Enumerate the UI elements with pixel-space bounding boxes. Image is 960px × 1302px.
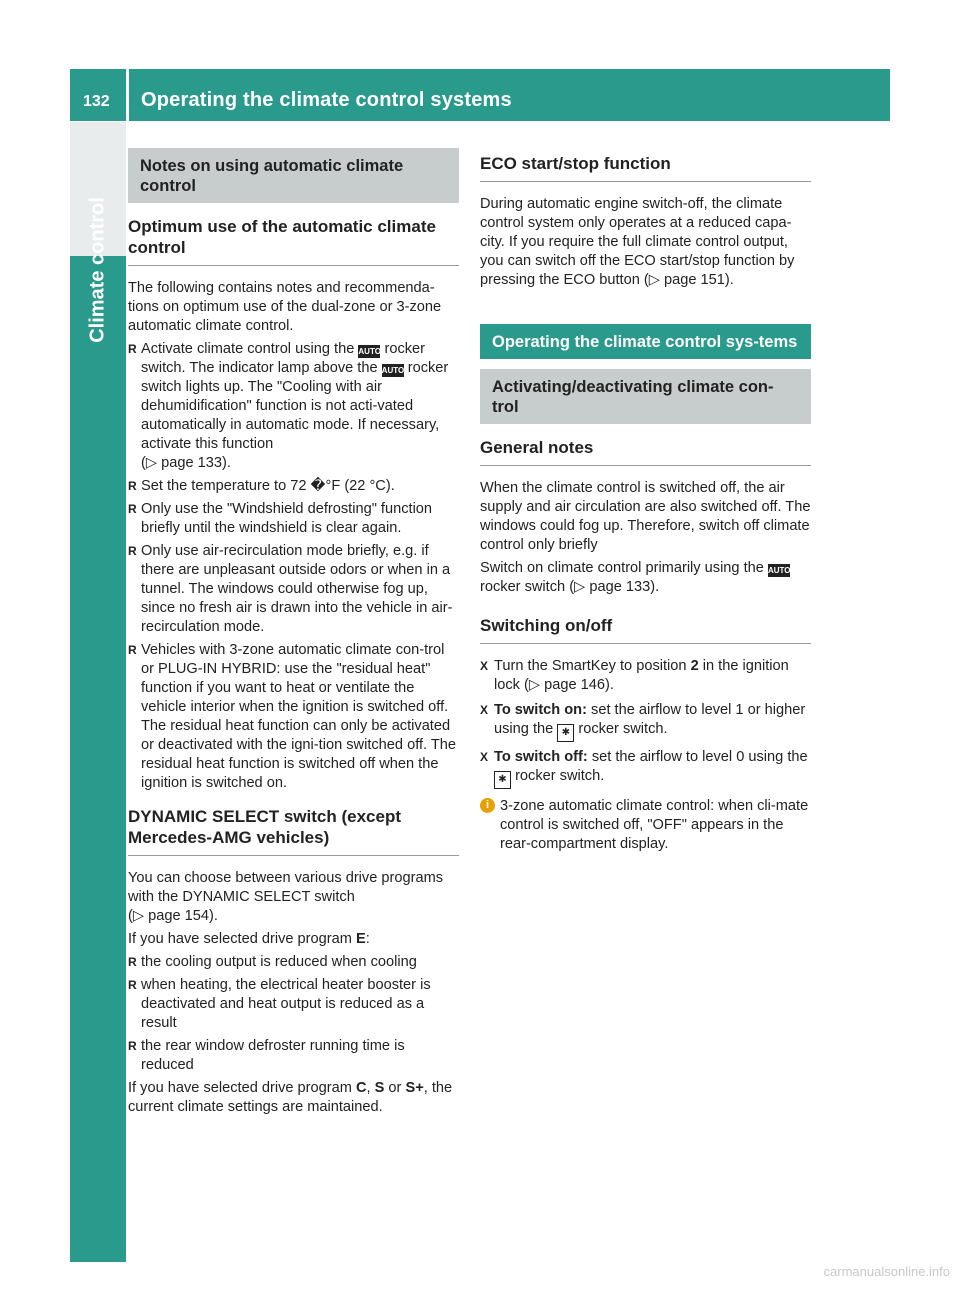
step-item: X Turn the SmartKey to position 2 in the ignition lock (▷ page 146). (480, 657, 811, 695)
notes-list (128, 340, 459, 793)
heading-dynamic-select: DYNAMIC SELECT switch (except Mercedes-AMG vehicles) (128, 806, 459, 856)
step-item: X To switch off: set the airflow to level 0 using the ✱ rocker switch. (480, 748, 811, 789)
side-label-text: Climate control (86, 197, 109, 343)
info-note (480, 797, 811, 854)
auto-icon: AUTO (358, 347, 381, 356)
chapter-title: Operating the climate control systems (141, 89, 512, 111)
section-box-heading: Notes on using automatic climate control (128, 148, 459, 203)
teal-section-heading: Operating the climate control sys-tems (480, 324, 811, 359)
paragraph: If you have selected drive program E: (128, 931, 370, 947)
page-ref: (▷ page 133). (141, 455, 231, 471)
heading-switching: Switching on/off (480, 615, 811, 644)
intro-paragraph: The following contains notes and recommenda-tions on optimum use of the dual-zone or 3-zone automatic climate control. (128, 280, 442, 334)
paragraph: When the climate control is switched off, the air supply and air circulation are also switched off. The windows could fog up. Therefore, switch off climate control only briefly (480, 480, 811, 553)
list-item: R Only use air-recirculation mode briefly, e.g. if there are unpleasant outside odors or when in a tunnel. The windows could otherwise fog up, since no fresh air is drawn into the vehicle in air-recirculation mode. (128, 542, 459, 637)
paragraph: Switch on climate control primarily using the AUTO rocker switch (▷ page 133). (480, 560, 791, 595)
steps-list (480, 657, 811, 789)
heading-general-notes: General notes (480, 437, 811, 466)
page-ref: (▷ page 154). (128, 908, 218, 924)
program-e-list (128, 953, 459, 1075)
right-column (480, 148, 811, 854)
info-icon: i (480, 798, 495, 813)
page-number-box (70, 69, 126, 121)
fan-icon: ✱ (557, 724, 574, 742)
step-item: X To switch on: set the airflow to level 1 or higher using the ✱ rocker switch. (480, 701, 811, 742)
list-item: R when heating, the electrical heater booster is deactivated and heat output is reduced as a result (128, 976, 459, 1033)
chapter-header (129, 69, 890, 121)
page-number: 132 (83, 93, 110, 110)
auto-icon: AUTO (767, 566, 791, 575)
heading-optimum-use: Optimum use of the automatic climate control (128, 216, 459, 266)
watermark: carmanualsonline.info (823, 1264, 950, 1279)
list-item: R Only use the "Windshield defrosting" function briefly until the windshield is clear again. (128, 500, 459, 538)
paragraph: You can choose between various drive programs with the DYNAMIC SELECT switch (▷ page 154). (128, 870, 444, 924)
list-item: R the cooling output is reduced when cooling (128, 953, 459, 972)
info-text: 3-zone automatic climate control: when cli-mate control is switched off, "OFF" appears in the rear-compartment display. (500, 798, 809, 852)
fan-icon: ✱ (494, 771, 511, 789)
list-item: R Set the temperature to 72 �°F (22 ‌°C). (128, 477, 459, 496)
list-item: R Activate climate control using the AUTO rocker switch. The indicator lamp above the AUTO rocker switch lights up. The "Cooling with air dehumidification" function is not acti-vated automatically in automatic mode. If necessary, activate this function (▷ page 133). (128, 340, 459, 473)
auto-icon: AUTO (381, 366, 405, 375)
paragraph: If you have selected drive program C, S or S+, the current climate settings are maintained. (128, 1080, 453, 1115)
list-item: R Vehicles with 3-zone automatic climate con-trol or PLUG-IN HYBRID: use the "residual heat" function if you want to heat or ventilate the vehicle interior when the ignition is switched off. The residual heat function can only be activated or deactivated with the igni-tion switched off. The residual heat function is switched off when the ignition is switched on. (128, 641, 459, 793)
list-item: R the rear window defroster running time is reduced (128, 1037, 459, 1075)
heading-eco: ECO start/stop function (480, 153, 811, 182)
section-box-heading: Activating/deactivating climate con-trol (480, 369, 811, 424)
left-column (128, 148, 459, 1121)
eco-paragraph: During automatic engine switch-off, the climate control system only operates at a reduced capa-city. If you require the full climate control output, you can switch off the ECO start/stop function by pressing the ECO button (▷ page 151). (480, 196, 795, 288)
